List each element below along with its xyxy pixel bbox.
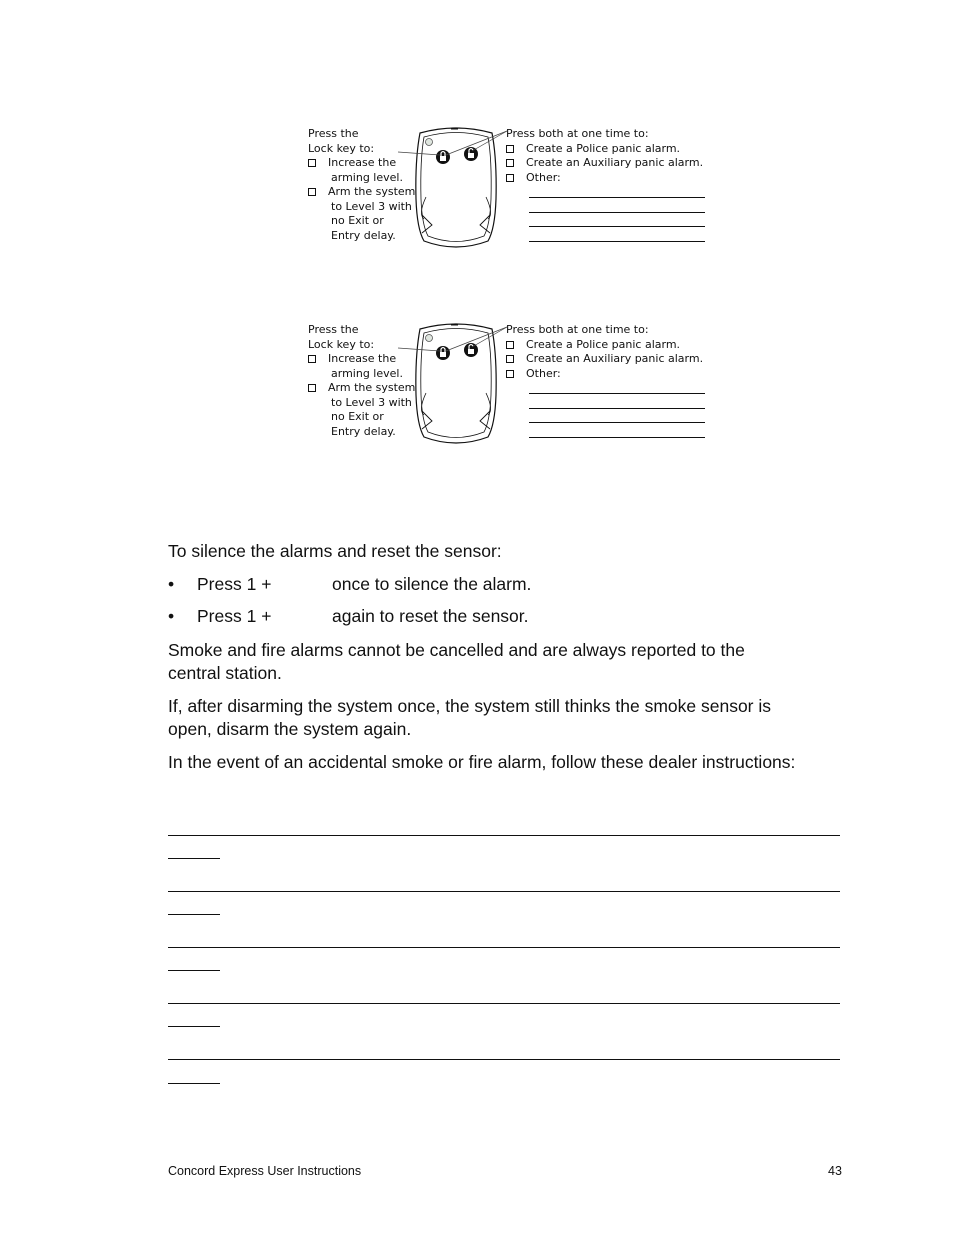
option-arm-level3-cont: to Level 3 with [331, 199, 412, 213]
silence-heading: To silence the alarms and reset the sensor: [168, 541, 502, 561]
option-other: Other: [526, 170, 561, 184]
checkbox-icon [308, 159, 316, 167]
instruction-write-line [168, 1003, 840, 1004]
lock-key-intro-line: Lock key to: [308, 337, 375, 351]
panic-keys-description [506, 323, 716, 381]
instruction-write-line [168, 970, 220, 971]
option-police-panic: Create a Police panic alarm. [526, 141, 681, 155]
bullet-icon: • [168, 574, 175, 594]
option-increase-arming: Increase the [328, 352, 397, 365]
checkbox-icon [506, 370, 514, 378]
instruction-write-line [168, 835, 840, 836]
option-police-panic: Create a Police panic alarm. [526, 337, 681, 351]
option-arm-level3-cont: Entry delay. [331, 424, 396, 438]
instruction-write-line [168, 1083, 220, 1084]
page-number: 43 [828, 1164, 842, 1178]
paragraph-disarm-again: open, disarm the system again. [168, 719, 412, 739]
panic-keys-description [506, 127, 716, 185]
keyfob-illustration [396, 119, 508, 253]
lock-key-intro-line: Press the [308, 127, 359, 140]
option-arm-level3: Arm the system [328, 185, 416, 198]
option-other: Other: [526, 366, 561, 380]
instruction-write-line [168, 858, 220, 859]
option-increase-arming: Increase the [328, 156, 397, 169]
paragraph-smoke-alarms: central station. [168, 663, 282, 683]
keyfob-figure-2 [300, 323, 720, 453]
footer-title: Concord Express User Instructions [168, 1164, 362, 1178]
lock-key-intro-line: Press the [308, 323, 359, 336]
panic-intro: Press both at one time to: [506, 127, 649, 140]
checkbox-icon [506, 355, 514, 363]
option-arm-level3-cont: to Level 3 with [331, 395, 412, 409]
option-aux-panic: Create an Auxiliary panic alarm. [526, 352, 704, 365]
checkbox-icon [506, 341, 514, 349]
bullet-suffix: again to reset the sensor. [332, 606, 529, 626]
instruction-write-line [168, 914, 220, 915]
option-increase-arming-cont: arming level. [331, 366, 403, 380]
paragraph-disarm-again: If, after disarming the system once, the system still thinks the smoke sensor is [168, 696, 772, 716]
panic-intro: Press both at one time to: [506, 323, 649, 336]
write-in-line [529, 197, 705, 198]
keyfob-illustration [396, 315, 508, 449]
instruction-write-line [168, 1026, 220, 1027]
paragraph-smoke-alarms: Smoke and fire alarms cannot be cancelled and are always reported to the [168, 640, 745, 660]
option-arm-level3-cont: no Exit or [331, 214, 384, 227]
write-in-line [529, 408, 705, 409]
lock-key-intro-line: Lock key to: [308, 141, 375, 155]
write-in-line [529, 393, 705, 394]
write-in-line [529, 422, 705, 423]
bullet-prefix: Press 1 + [197, 574, 272, 594]
option-arm-level3-cont: Entry delay. [331, 228, 396, 242]
instruction-write-line [168, 947, 840, 948]
write-in-line [529, 212, 705, 213]
write-in-line [529, 241, 705, 242]
bullet-prefix: Press 1 + [197, 606, 272, 626]
write-in-line [529, 226, 705, 227]
option-increase-arming-cont: arming level. [331, 170, 403, 184]
option-aux-panic: Create an Auxiliary panic alarm. [526, 156, 704, 169]
option-arm-level3-cont: no Exit or [331, 410, 384, 423]
option-arm-level3: Arm the system [328, 381, 416, 394]
bullet-suffix: once to silence the alarm. [332, 574, 532, 594]
checkbox-icon [308, 384, 316, 392]
write-in-line [529, 437, 705, 438]
paragraph-dealer-instructions: In the event of an accidental smoke or fire alarm, follow these dealer instructions: [168, 752, 796, 772]
checkbox-icon [506, 159, 514, 167]
instruction-write-line [168, 891, 840, 892]
checkbox-icon [308, 188, 316, 196]
instruction-write-line [168, 1059, 840, 1060]
keyfob-figure-1 [300, 127, 720, 257]
checkbox-icon [506, 145, 514, 153]
bullet-icon: • [168, 606, 175, 626]
checkbox-icon [506, 174, 514, 182]
checkbox-icon [308, 355, 316, 363]
